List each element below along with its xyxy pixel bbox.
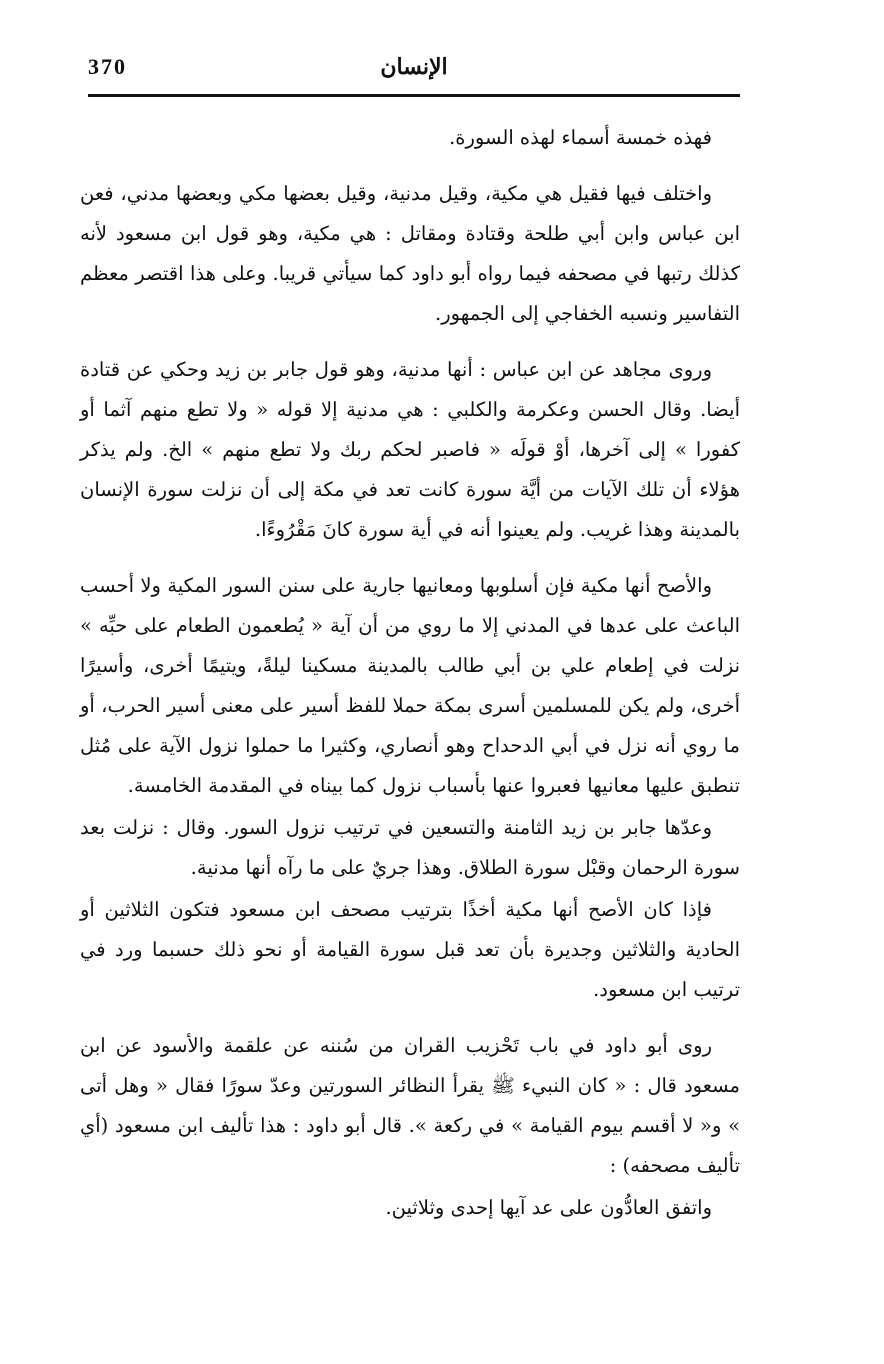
paragraph-7: روى أبو داود في باب تَحْزيب القران من سُننه عن علقمة والأسود عن ابن مسعود قال : « كان النبيء ﷺ يقرأ النظائر السورتين وعدّ سورًا فقال « وهل أتى » و« لا أقسم بيوم القيامة » في ركعة ». قال أبو داود : هذا تأليف ابن مسعود (أي تأليف مصحفه) : bbox=[80, 1034, 740, 1177]
paragraph-8: واتفق العادُّون على عد آيها إحدى وثلاثين. bbox=[385, 1196, 712, 1219]
paragraph-2: واختلف فيها فقيل هي مكية، وقيل مدنية، وقيل بعضها مكي وبعضها مدني، فعن ابن عباس وابن أبي طلحة وقتادة ومقاتل : هي مكية، وهو قول ابن مسعود لأنه كذلك رتبها في مصحفه فيما رواه أبو داود كما سيأتي قريبا. وعلى هذا اقتصر معظم التفاسير ونسبه الخفاجي إلى الجمهور. bbox=[80, 182, 740, 325]
running-title: الإنسان bbox=[380, 54, 448, 80]
page-number: 370 bbox=[88, 54, 127, 79]
page-header bbox=[88, 54, 740, 97]
paragraph-6: فإذا كان الأصح أنها مكية أخذًا بترتيب مصحف ابن مسعود فتكون الثلاثين أو الحادية والثلاثين وجديرة بأن تعد قبل سورة القيامة أو نحو ذلك حسبما ورد في ترتيب ابن مسعود. bbox=[80, 898, 740, 1001]
paragraph-5: وعدّها جابر بن زيد الثامنة والتسعين في ترتيب نزول السور. وقال : نزلت بعد سورة الرحمان وقبْل سورة الطلاق. وهذا جريٌ على ما رآه أنها مدنية. bbox=[80, 816, 740, 879]
paragraph-4: والأصح أنها مكية فإن أسلوبها ومعانيها جارية على سنن السور المكية ولا أحسب الباعث على عدها في المدني إلا ما روي من أن آية « يُطعمون الطعام على حبِّه » نزلت في إطعام علي بن أبي طالب بالمدينة مسكينا ليلةً، ويتيمًا أخرى، وأسيرًا أخرى، ولم يكن للمسلمين أسرى بمكة حملا للفظ أسير على معنى أسير الحرب، أو ما روي أنه نزل في أبي الدحداح وهو أنصاري، وكثيرا ما حملوا نزول الآية على مُثل تنطبق عليها معانيها فعبروا عنها بأسباب نزول كما بيناه في المقدمة الخامسة. bbox=[80, 574, 740, 797]
page-body bbox=[80, 118, 740, 1244]
paragraph-1: فهذه خمسة أسماء لهذه السورة. bbox=[449, 126, 712, 149]
paragraph-3: وروى مجاهد عن ابن عباس : أنها مدنية، وهو قول جابر بن زيد وحكي عن قتادة أيضا. وقال الحسن وعكرمة والكلبي : هي مدنية إلا قوله « ولا تطع منهم آثما أو كفورا » إلى آخرها، أوْ قولَه « فاصبر لحكم ربك ولا تطع منهم » الخ. ولم يذكر هؤلاء أن تلك الآيات من أيَّة سورة كانت تعد في مكة إلى أن نزلت سورة الإنسان بالمدينة وهذا غريب. ولم يعينوا أنه في أية سورة كانَ مَقْرُوءًا. bbox=[80, 358, 740, 541]
